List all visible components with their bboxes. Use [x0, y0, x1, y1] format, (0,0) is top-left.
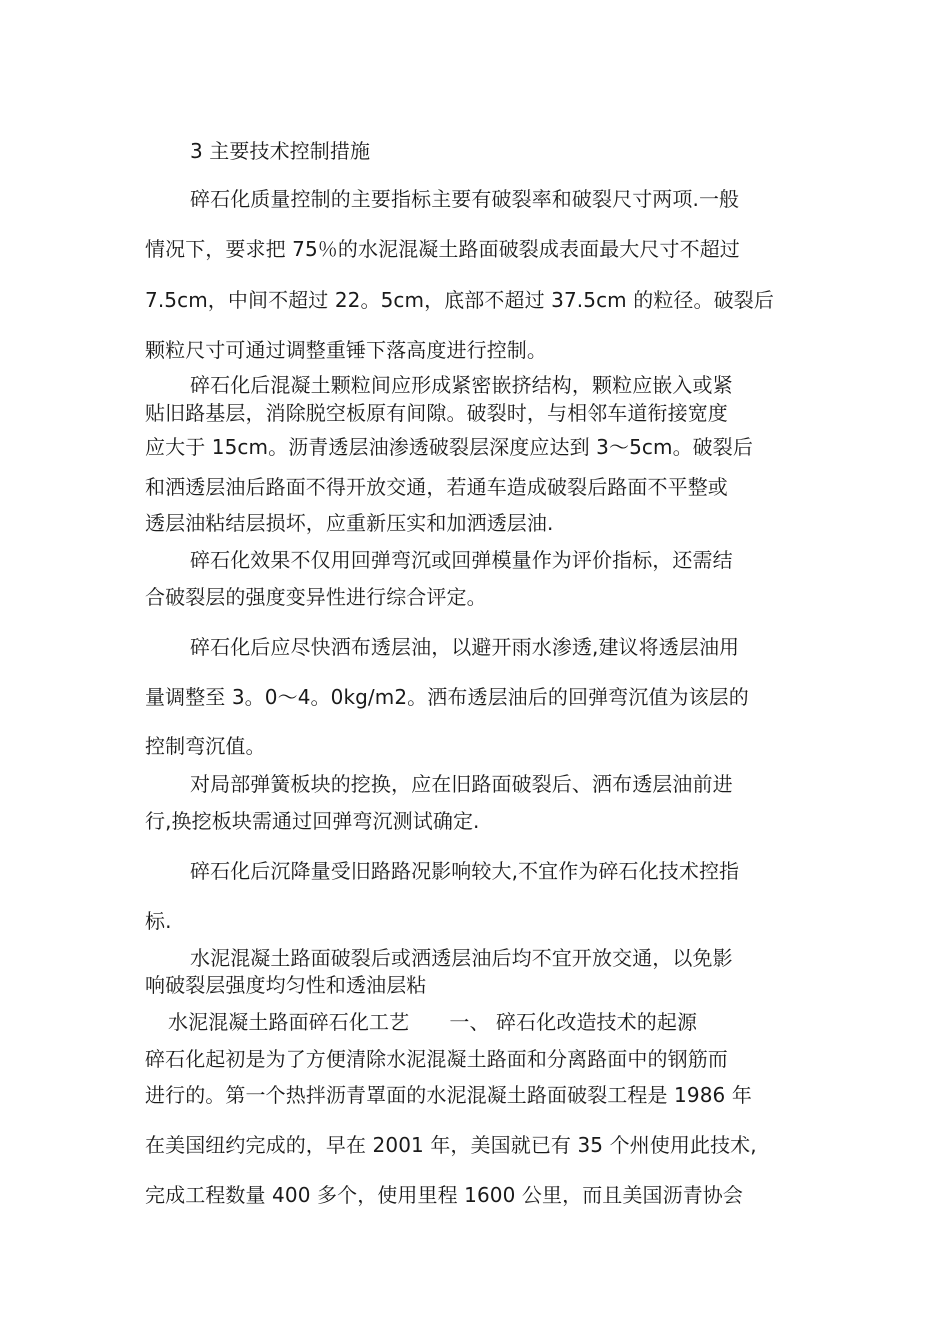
paragraph-line: 响破裂层强度均匀性和透油层粘 — [145, 973, 427, 997]
paragraph-line: 对局部弹簧板块的挖换，应在旧路面破裂后、洒布透层油前进 — [190, 772, 733, 796]
paragraph-line: 合破裂层的强度变异性进行综合评定。 — [145, 585, 487, 609]
paragraph-line: 碎石化效果不仅用回弹弯沉或回弹模量作为评价指标，还需结 — [190, 548, 733, 572]
paragraph-line: 碎石化后沉降量受旧路路况影响较大,不宜作为碎石化技术控指 — [190, 859, 740, 883]
paragraph-line: 行,换挖板块需通过回弹弯沉测试确定. — [145, 809, 480, 833]
paragraph-line: 贴旧路基层，消除脱空板原有间隙。破裂时，与相邻车道衔接宽度 — [145, 401, 728, 425]
paragraph-line: 进行的。第一个热拌沥青罩面的水泥混凝土路面破裂工程是 1986 年 — [145, 1083, 752, 1107]
section-title-line: 水泥混凝土路面碎石化工艺 一、 碎石化改造技术的起源 — [168, 1010, 698, 1034]
paragraph-line: 颗粒尺寸可通过调整重锤下落高度进行控制。 — [145, 338, 547, 362]
paragraph-line: 应大于 15cm。沥青透层油渗透破裂层深度应达到 3～5cm。破裂后 — [145, 435, 753, 459]
paragraph-line: 标. — [145, 909, 172, 933]
paragraph-line: 控制弯沉值。 — [145, 734, 266, 758]
paragraph-line: 和洒透层油后路面不得开放交通，若通车造成破裂后路面不平整或 — [145, 475, 728, 499]
paragraph-line: 水泥混凝土路面破裂后或洒透层油后均不宜开放交通，以免影 — [190, 946, 733, 970]
paragraph-line: 7.5cm，中间不超过 22。5cm，底部不超过 37.5cm 的粒径。破裂后 — [145, 288, 774, 312]
paragraph-line: 碎石化起初是为了方便清除水泥混凝土路面和分离路面中的钢筋而 — [145, 1047, 728, 1071]
paragraph-line: 在美国纽约完成的，早在 2001 年，美国就已有 35 个州使用此技术, — [145, 1133, 757, 1157]
paragraph-line: 碎石化后混凝土颗粒间应形成紧密嵌挤结构，颗粒应嵌入或紧 — [190, 373, 733, 397]
paragraph-line: 碎石化质量控制的主要指标主要有破裂率和破裂尺寸两项.一般 — [190, 187, 740, 211]
paragraph-line: 碎石化后应尽快洒布透层油，以避开雨水渗透,建议将透层油用 — [190, 635, 740, 659]
paragraph-line: 完成工程数量 400 多个，使用里程 1600 公里，而且美国沥青协会 — [145, 1183, 744, 1207]
section-heading: 3 主要技术控制措施 — [190, 139, 371, 163]
paragraph-line: 量调整至 3。0～4。0kg/m2。洒布透层油后的回弹弯沉值为该层的 — [145, 685, 749, 709]
paragraph-line: 透层油粘结层损坏，应重新压实和加洒透层油. — [145, 511, 554, 535]
paragraph-line: 情况下，要求把 75％的水泥混凝土路面破裂成表面最大尺寸不超过 — [145, 237, 740, 261]
